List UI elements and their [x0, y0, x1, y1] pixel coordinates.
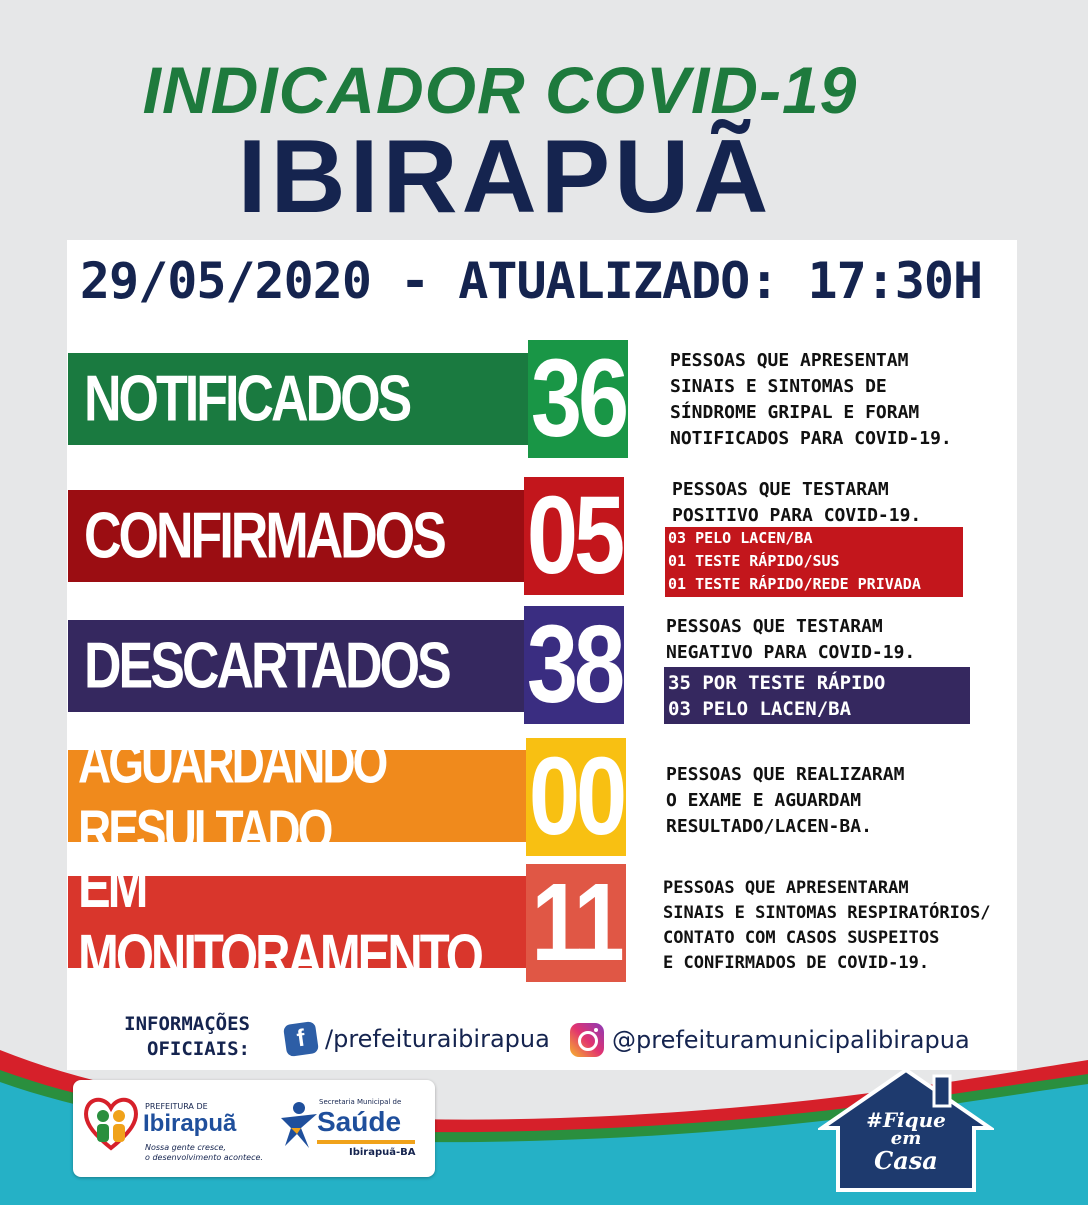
update-date: 29/05/2020 - ATUALIZADO: 17:30H — [79, 252, 983, 310]
confirmados-breakdown: 03 PELO LACEN/BA 01 TESTE RÁPIDO/SUS 01 TESTE RÁPIDO/REDE PRIVADA — [665, 527, 963, 597]
saude-small: Secretaria Municipal de — [319, 1098, 402, 1106]
notificados-description: PESSOAS QUE APRESENTAM SINAIS E SINTOMAS DE SÍNDROME GRIPAL E FORAM NOTIFICADOS PARA COVID-19. — [670, 350, 952, 449]
notificados-label: NOTIFICADOS — [68, 353, 530, 445]
facebook-handle: /prefeituraibirapua — [325, 1025, 550, 1053]
aguardando-value: 00 — [526, 738, 626, 856]
monitoramento-description: PESSOAS QUE APRESENTARAM SINAIS E SINTOMAS RESPIRATÓRIOS/ CONTATO COM CASOS SUSPEITOS E CONFIRMADOS DE COVID-19. — [663, 878, 991, 973]
campaign-text: #Fique em Casa — [866, 1108, 946, 1175]
city-name: IBIRAPUÃ — [237, 119, 773, 235]
partner-logos — [73, 1080, 435, 1177]
aguardando-description: PESSOAS QUE REALIZARAM O EXAME E AGUARDAM RESULTADO/LACEN-BA. — [666, 764, 905, 837]
descartados-description: PESSOAS QUE TESTARAM NEGATIVO PARA COVID-19. — [666, 616, 916, 663]
page-title: INDICADOR COVID-19 — [142, 53, 858, 127]
saude-name: Saúde — [317, 1106, 402, 1137]
saude-star-icon — [279, 1100, 319, 1150]
descartados-breakdown: 35 POR TESTE RÁPIDO 03 PELO LACEN/BA — [664, 667, 970, 724]
prefeitura-name: Ibirapuã — [143, 1110, 237, 1137]
confirmados-label: CONFIRMADOS — [68, 490, 528, 582]
aguardando-label: AGUARDANDO RESULTADO — [68, 750, 528, 842]
confirmados-value: 05 — [524, 477, 624, 595]
facebook-icon: f — [283, 1021, 319, 1057]
saude-city: Ibirapuã-BA — [349, 1147, 416, 1158]
prefeitura-slogan: Nossa gente cresce, o desenvolvimento acontece. — [145, 1143, 263, 1162]
monitoramento-value: 11 — [526, 864, 626, 982]
monitoramento-label: EM MONITORAMENTO — [68, 876, 528, 968]
prefeitura-small: PREFEITURA DE — [145, 1102, 208, 1111]
notificados-value: 36 — [528, 340, 628, 458]
descartados-label: DESCARTADOS — [68, 620, 528, 712]
confirmados-description: PESSOAS QUE TESTARAM POSITIVO PARA COVID-19. — [672, 479, 922, 526]
instagram-handle: @prefeituramunicipalibirapua — [612, 1026, 970, 1054]
fique-em-casa-badge — [818, 1066, 994, 1194]
prefeitura-logo-icon — [81, 1094, 141, 1152]
official-info-label: INFORMAÇÕES OFICIAIS: — [124, 1013, 250, 1060]
descartados-value: 38 — [524, 606, 624, 724]
saude-underline — [317, 1140, 415, 1144]
